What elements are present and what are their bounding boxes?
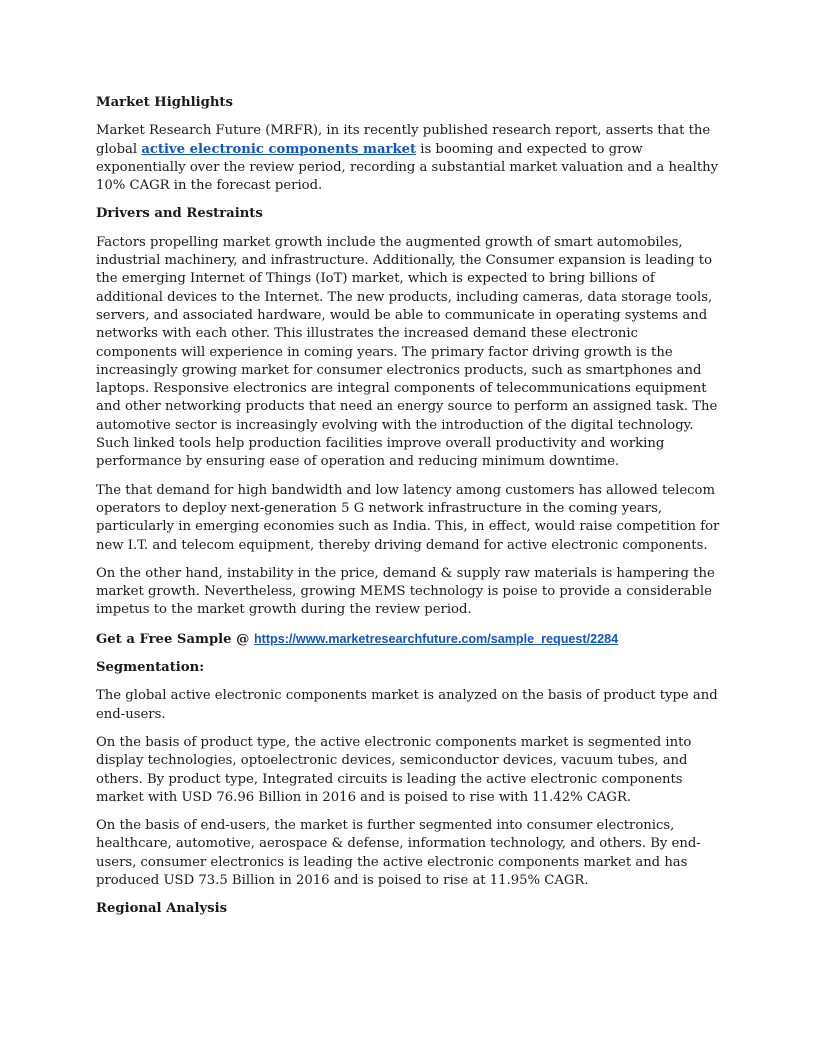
paragraph-market-highlights bbox=[96, 122, 720, 195]
heading-market-highlights: Market Highlights bbox=[96, 95, 233, 110]
free-sample-label: Get a Free Sample @ bbox=[96, 631, 254, 647]
paragraph-drivers-2: The that demand for high bandwidth and low latency among customers has allowed telecom operators to deploy next-generation 5 G network infrastructure in the coming years, particularly in emerging economies such as India. This, in effect, would raise competition for new I.T. and telecom equipment, thereby driving demand for active electronic components. bbox=[96, 482, 720, 553]
document-page bbox=[96, 94, 720, 929]
free-sample-line bbox=[96, 630, 720, 649]
paragraph-segmentation-2: On the basis of product type, the active electronic components market is segmented into display technologies, optoelectronic devices, semiconductor devices, vacuum tubes, and others. By product type, Integrated circuits is leading the active electronic components market with USD 76.96 Billion in 2016 and is poised to rise with 11.42% CAGR. bbox=[96, 734, 692, 805]
paragraph-segmentation-3: On the basis of end-users, the market is further segmented into consumer electronics, healthcare, automotive, aerospace & defense, information technology, and others. By end-users, consumer electronics is leading the active electronic components market and has produced USD 73.5 Billion in 2016 and is poised to rise at 11.95% CAGR. bbox=[96, 818, 701, 888]
heading-segmentation: Segmentation: bbox=[96, 660, 205, 676]
free-sample-link[interactable]: https://www.marketresearchfuture.com/sample_request/2284 bbox=[253, 631, 619, 646]
paragraph-segmentation-1: The global active electronic components market is analyzed on the basis of product type and end-users. bbox=[96, 688, 718, 722]
paragraph-drivers-3: On the other hand, instability in the price, demand & supply raw materials is hampering the market growth. Nevertheless, growing MEMS technology is poise to provide a considerable impetus to the market growth during the review period. bbox=[96, 565, 715, 618]
market-report-link[interactable]: active electronic components market bbox=[141, 141, 417, 157]
paragraph-drivers-1: Factors propelling market growth include the augmented growth of smart automobiles, industrial machinery, and infrastructure. Additionally, the Consumer expansion is leading to the emerging Internet of Things (IoT) market, which is expected to bring billions of additional devices to the Internet. The new products, including cameras, data storage tools, servers, and associated hardware, would be able to communicate in operating systems and networks with each other. This illustrates the increased demand these electronic components will experience in coming years. The primary factor driving growth is the increasingly growing market for consumer electronics products, such as smartphones and laptops. Responsive electronics are integral components of telecommunications equipment and other networking products that need an energy source to perform an assigned task. The automotive sector is increasingly evolving with the introduction of the digital technology. Such linked tools help production facilities improve overall productivity and working performance by ensuring ease of operation and reducing minimum downtime. bbox=[96, 234, 718, 470]
heading-regional-analysis: Regional Analysis bbox=[96, 901, 228, 917]
text-segment: is booming and expected to grow exponentially over the review period, recording a substantial market valuation and a healthy 10% CAGR in the forecast period. bbox=[96, 141, 719, 194]
text-segment: Market Research Future (MRFR), in its recently published research report, asserts that the global bbox=[96, 123, 711, 157]
heading-drivers-restraints: Drivers and Restraints bbox=[96, 206, 263, 222]
